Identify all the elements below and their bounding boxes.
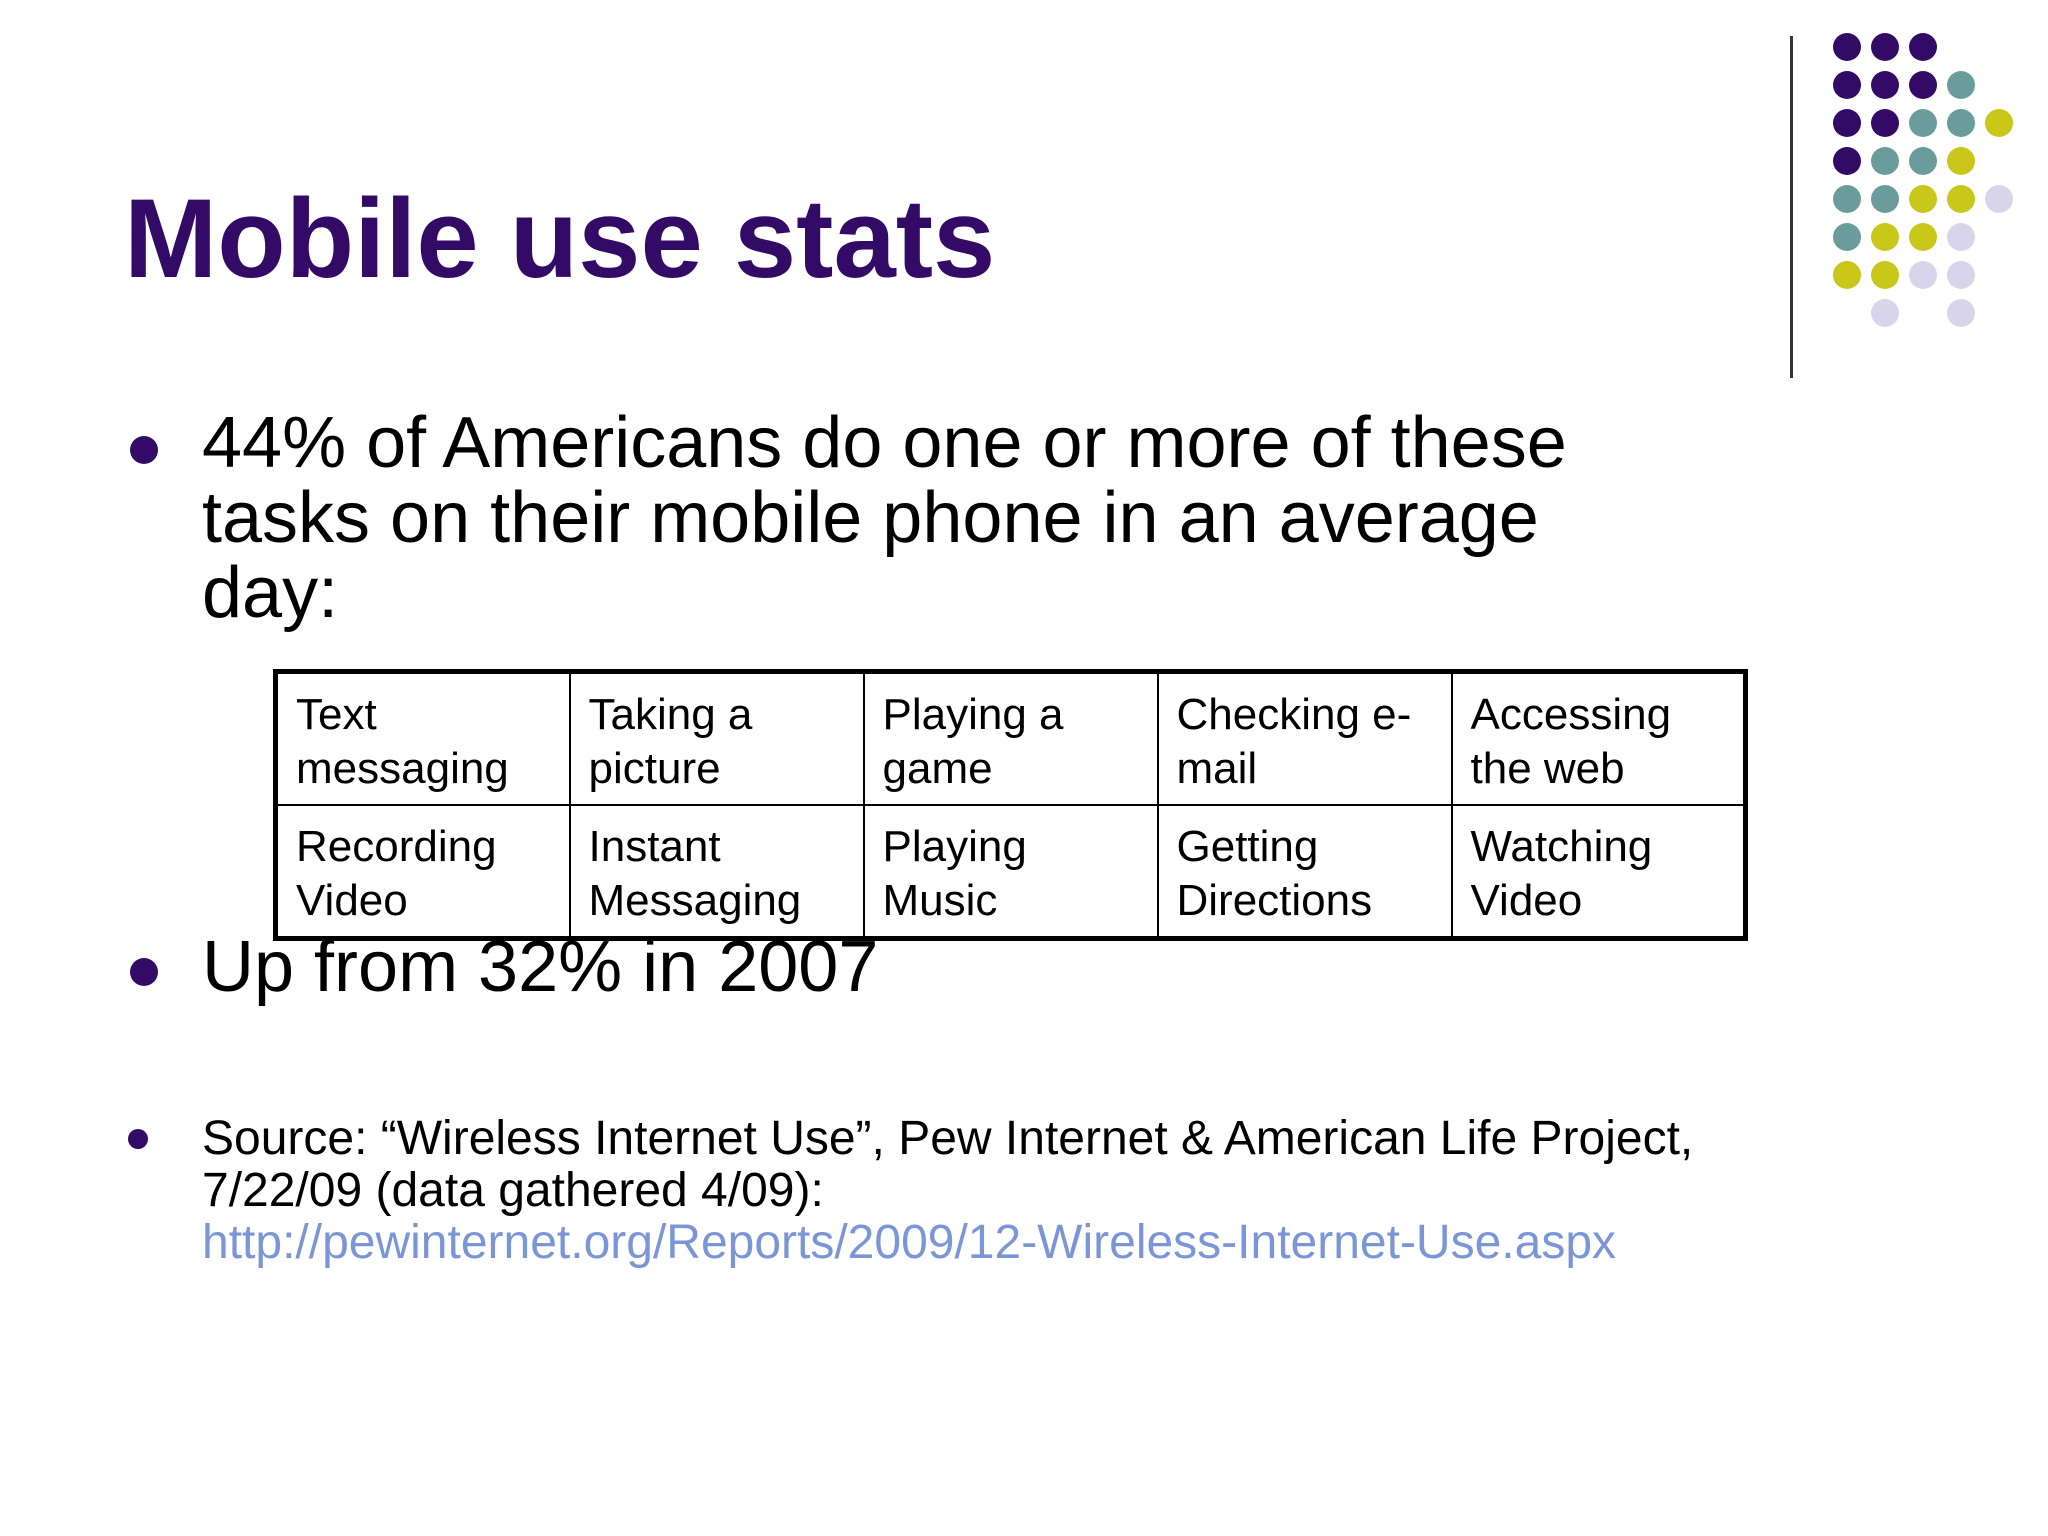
decor-dot-purple [1909,33,1937,61]
decor-dot-lavender [1985,185,2013,213]
source-link[interactable]: http://pewinternet.org/Reports/2009/12-Wireless-Internet-Use.aspx [202,1217,1617,1269]
decor-dot-lavender [1947,223,1975,251]
decor-dot-teal [1833,185,1861,213]
tasks-table [273,669,1748,941]
decor-dot-lavender [1909,261,1937,289]
decor-dot-lavender [1947,261,1975,289]
table-cell: Recording Video [276,805,570,939]
decor-dot-lavender [1871,299,1899,327]
decor-dot-purple [1909,71,1937,99]
decor-dot-olive [1985,109,2013,137]
table-cell: Instant Messaging [570,805,864,939]
source-block [202,1113,1702,1269]
bullet-dot [130,958,158,986]
decor-dot-purple [1833,147,1861,175]
decor-dot-olive [1909,223,1937,251]
decor-dot-teal [1871,185,1899,213]
table-cell: Playing a game [864,672,1158,806]
decor-dot-teal [1909,109,1937,137]
decor-dot-lavender [1947,299,1975,327]
decor-dot-teal [1833,223,1861,251]
divider-line [1790,36,1793,378]
decor-dot-olive [1871,261,1899,289]
decor-dot-olive [1833,261,1861,289]
decor-dot-teal [1947,109,1975,137]
decor-dot-purple [1833,33,1861,61]
table-cell: Checking e-mail [1158,672,1452,806]
table-cell: Accessing the web [1452,672,1746,806]
table-cell: Watching Video [1452,805,1746,939]
decor-dot-purple [1871,33,1899,61]
source-text: Source: “Wireless Internet Use”, Pew Internet & American Life Project, 7/22/09 (data gathered 4/09): [202,1112,1694,1217]
decor-dot-olive [1947,147,1975,175]
decor-dot-purple [1833,71,1861,99]
decor-dot-olive [1947,185,1975,213]
decor-dot-purple [1871,71,1899,99]
decor-dot-teal [1947,71,1975,99]
bullet-text-stats: 44% of Americans do one or more of these tasks on their mobile phone in an average day: [202,403,1567,633]
decor-dot-teal [1909,147,1937,175]
slide-title: Mobile use stats [124,176,996,301]
table-row [276,805,1746,939]
bullet-dot [130,436,158,464]
bullet-text-growth: Up from 32% in 2007 [202,927,879,1007]
decor-dot-purple [1833,109,1861,137]
decor-dot-purple [1871,109,1899,137]
decor-dot-teal [1871,147,1899,175]
decor-dot-olive [1871,223,1899,251]
table-cell: Getting Directions [1158,805,1452,939]
decor-dot-olive [1909,185,1937,213]
table-cell: Playing Music [864,805,1158,939]
table-row [276,672,1746,806]
table-cell: Taking a picture [570,672,864,806]
bullet-dot [128,1129,148,1149]
table-cell: Text messaging [276,672,570,806]
